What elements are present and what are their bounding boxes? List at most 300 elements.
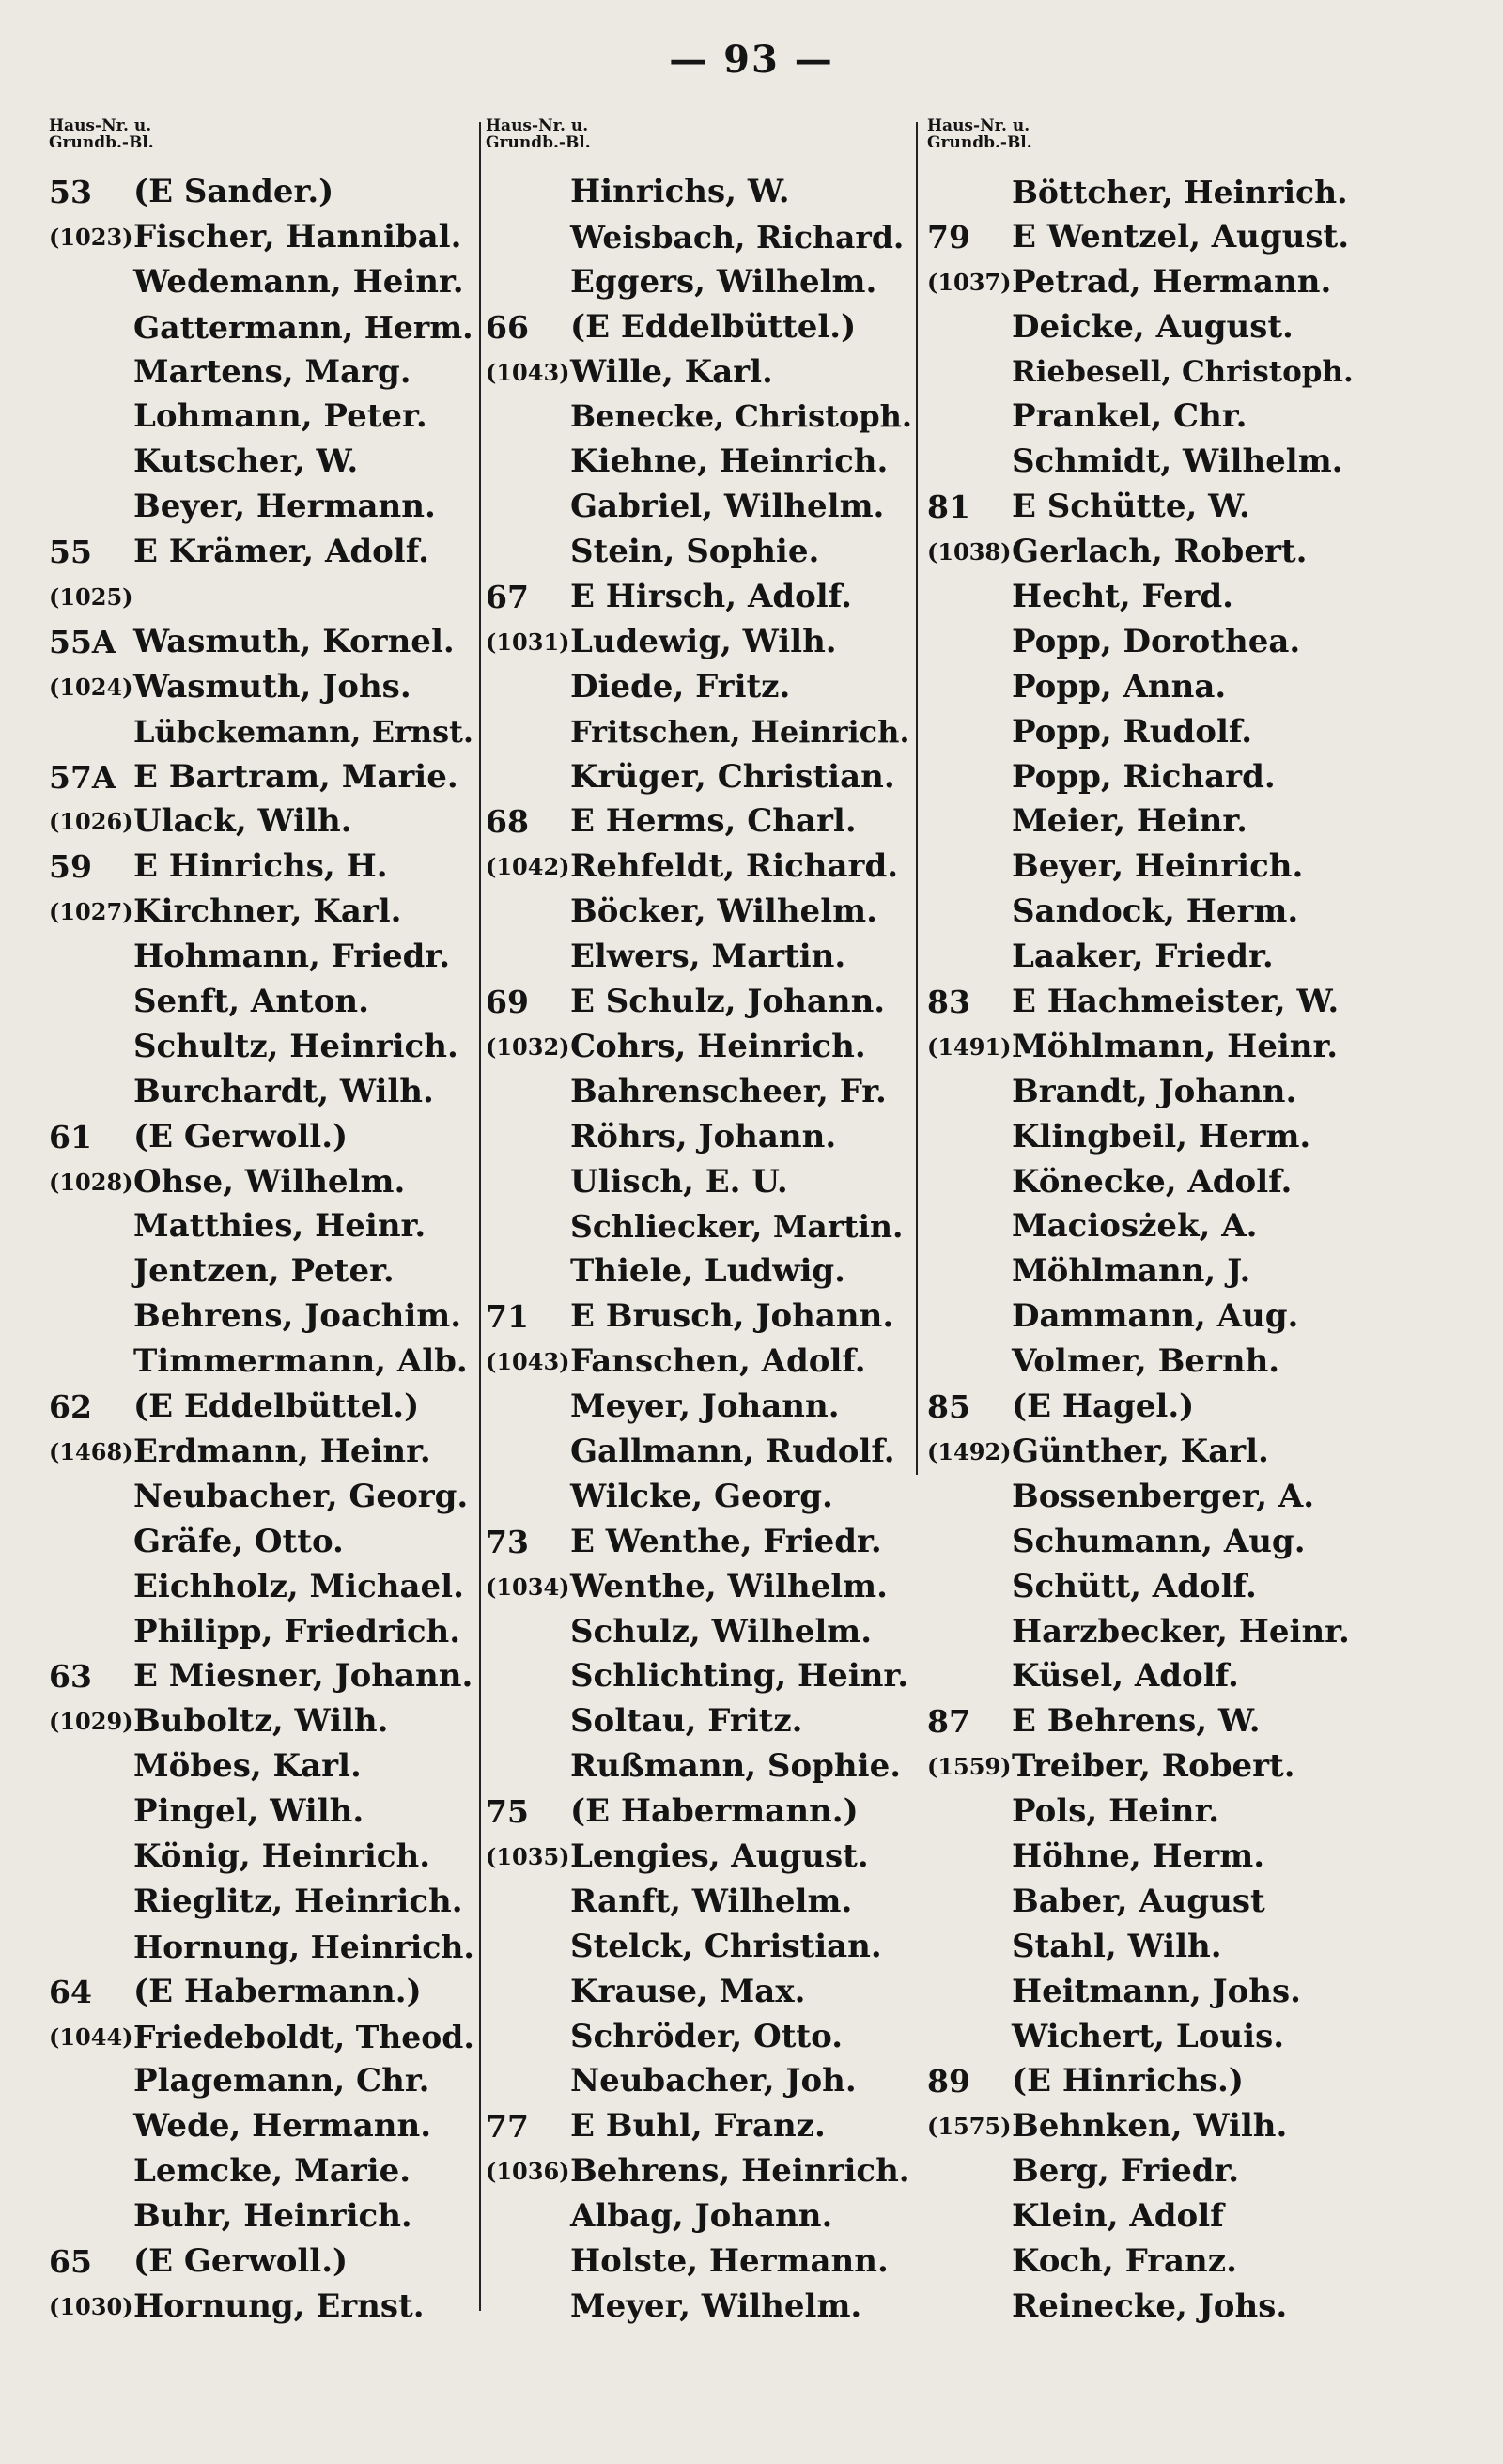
directory-entry <box>484 665 916 710</box>
resident-name: Lübckemann, Ernst. <box>133 713 474 750</box>
resident-name: E Brusch, Johann. <box>570 1297 894 1336</box>
resident-name: Buhr, Heinrich. <box>133 2197 412 2236</box>
directory-entry <box>47 2149 479 2194</box>
directory-entry <box>47 2194 479 2239</box>
resident-name: Sandock, Herm. <box>1012 892 1299 931</box>
resident-name: E Wentzel, August. <box>1012 217 1350 256</box>
directory-entry <box>47 845 479 890</box>
directory-entry <box>925 305 1357 350</box>
directory-entry <box>484 575 916 620</box>
entry-list <box>925 170 1357 2330</box>
resident-name: Küsel, Adolf. <box>1012 1657 1239 1696</box>
house-number: 55A <box>49 623 116 660</box>
entry-list <box>484 170 916 2330</box>
resident-name: Könecke, Adolf. <box>1012 1162 1293 1201</box>
directory-entry <box>47 1204 479 1249</box>
house-number: 83 <box>927 984 970 1021</box>
directory-entry <box>47 1070 479 1115</box>
resident-name: E Hachmeister, W. <box>1012 983 1340 1021</box>
resident-name: Gabriel, Wilhelm. <box>570 488 885 526</box>
resident-name: Stein, Sophie. <box>570 533 820 571</box>
directory-entry <box>47 1925 479 1970</box>
house-number: 81 <box>927 488 970 526</box>
directory-entry <box>925 845 1357 890</box>
resident-name: Fritschen, Heinrich. <box>570 713 910 750</box>
resident-name: Böttcher, Heinrich. <box>1012 174 1348 210</box>
resident-name: Harzbecker, Heinr. <box>1012 1612 1350 1650</box>
resident-name: Schumann, Aug. <box>1012 1522 1306 1560</box>
resident-name: E Krämer, Adolf. <box>133 533 429 571</box>
resident-name: Möbes, Karl. <box>133 1747 362 1786</box>
house-number: 61 <box>49 1118 92 1155</box>
resident-name: Hornung, Heinrich. <box>133 1928 474 1965</box>
house-number: (1032) <box>486 1032 570 1061</box>
house-number: 69 <box>486 984 529 1021</box>
header-line: Grundb.-Bl. <box>49 133 154 152</box>
resident-name: Maciosżek, A. <box>1012 1207 1258 1246</box>
directory-entry <box>47 1340 479 1385</box>
directory-entry <box>925 1115 1357 1160</box>
directory-entry <box>925 260 1357 305</box>
directory-entry <box>47 890 479 935</box>
directory-entry <box>925 215 1357 260</box>
house-number: (1024) <box>49 673 133 701</box>
directory-entry <box>47 1610 479 1655</box>
resident-name: Diede, Fritz. <box>570 667 791 705</box>
column-divider <box>479 122 481 2311</box>
resident-name: Heitmann, Johs. <box>1012 1972 1301 2010</box>
directory-entry <box>925 1385 1357 1430</box>
resident-name: Wasmuth, Johs. <box>133 667 411 705</box>
resident-name: König, Heinrich. <box>133 1836 431 1875</box>
directory-entry <box>925 665 1357 710</box>
resident-name: (E Gerwoll.) <box>133 1117 349 1155</box>
page-number: — 93 — <box>669 38 834 82</box>
directory-entry <box>925 2285 1357 2330</box>
directory-entry <box>484 395 916 440</box>
house-number: 89 <box>927 2063 970 2100</box>
directory-entry <box>925 1294 1357 1340</box>
directory-entry <box>47 170 479 215</box>
directory-entry <box>484 620 916 665</box>
resident-name: (E Gerwoll.) <box>133 2241 349 2280</box>
directory-entry <box>47 440 479 485</box>
directory-entry <box>925 1790 1357 1835</box>
resident-name: Ranft, Wilhelm. <box>570 1882 853 1920</box>
header-line: Grundb.-Bl. <box>486 133 591 152</box>
directory-entry <box>484 980 916 1025</box>
resident-name: Kutscher, W. <box>133 442 359 481</box>
resident-name: E Wenthe, Friedr. <box>570 1522 882 1560</box>
directory-entry <box>925 2149 1357 2194</box>
directory-entry <box>925 1025 1357 1070</box>
resident-name: Popp, Richard. <box>1012 757 1276 796</box>
resident-name: Gräfe, Otto. <box>133 1522 344 1560</box>
resident-name: Wedemann, Heinr. <box>133 262 464 301</box>
directory-entry <box>925 2059 1357 2104</box>
house-number: (1030) <box>49 2292 133 2320</box>
resident-name: Schlichting, Heinr. <box>570 1657 909 1696</box>
directory-entry <box>484 1385 916 1430</box>
directory-entry <box>47 620 479 665</box>
resident-name: Rehfeldt, Richard. <box>570 847 899 886</box>
resident-name: E Buhl, Franz. <box>570 2107 826 2146</box>
resident-name: Fischer, Hannibal. <box>133 217 462 256</box>
directory-entry <box>47 1744 479 1790</box>
resident-name: Treiber, Robert. <box>1012 1747 1295 1786</box>
resident-name: Krause, Max. <box>570 1972 806 2010</box>
directory-entry <box>925 2194 1357 2239</box>
resident-name: Hornung, Ernst. <box>133 2286 425 2325</box>
directory-entry <box>484 1790 916 1835</box>
resident-name: Möhlmann, Heinr. <box>1012 1027 1339 1065</box>
resident-name: Petrad, Hermann. <box>1012 262 1332 301</box>
resident-name: E Bartram, Marie. <box>133 757 458 796</box>
directory-entry <box>484 2194 916 2239</box>
resident-name: Böcker, Wilhelm. <box>570 892 877 931</box>
resident-name: (E Sander.) <box>133 173 334 210</box>
resident-name: Ulisch, E. U. <box>570 1162 788 1201</box>
resident-name: Stahl, Wilh. <box>1012 1927 1222 1965</box>
resident-name: Reinecke, Johs. <box>1012 2286 1288 2325</box>
directory-entry <box>47 755 479 800</box>
directory-entry <box>47 2285 479 2330</box>
resident-name: Klingbeil, Herm. <box>1012 1117 1311 1155</box>
house-number: 57A <box>49 758 116 796</box>
house-number: 64 <box>49 1973 92 2010</box>
directory-entry <box>484 2149 916 2194</box>
directory-entry <box>484 1475 916 1520</box>
directory-entry <box>484 1970 916 2015</box>
resident-name: E Schulz, Johann. <box>570 983 886 1021</box>
resident-name: Holste, Hermann. <box>570 2241 889 2280</box>
house-number: (1036) <box>486 2158 570 2186</box>
directory-entry <box>925 1475 1357 1520</box>
resident-name: Bossenberger, A. <box>1012 1477 1315 1515</box>
resident-name: Gallmann, Rudolf. <box>570 1432 895 1470</box>
resident-name: Behrens, Joachim. <box>133 1297 462 1336</box>
resident-name: Fanschen, Adolf. <box>570 1342 866 1381</box>
directory-entry <box>484 1520 916 1565</box>
directory-entry <box>925 1565 1357 1610</box>
house-number: (1044) <box>49 2022 133 2051</box>
resident-name: Friedeboldt, Theod. <box>133 2018 474 2055</box>
resident-name: (E Hagel.) <box>1012 1387 1195 1426</box>
house-number: 53 <box>49 174 92 210</box>
directory-entry <box>47 1699 479 1744</box>
house-number: (1559) <box>927 1753 1012 1781</box>
resident-name: Thiele, Ludwig. <box>570 1252 845 1291</box>
column-header <box>927 117 1357 170</box>
directory-entry <box>47 2239 479 2285</box>
resident-name: Philipp, Friedrich. <box>133 1612 461 1650</box>
directory-entry <box>925 395 1357 440</box>
directory-entry <box>47 395 479 440</box>
resident-name: E Hinrichs, H. <box>133 847 388 886</box>
directory-entry <box>47 1160 479 1205</box>
resident-name: Eggers, Wilhelm. <box>570 262 877 301</box>
directory-entry <box>484 2015 916 2060</box>
resident-name: Cohrs, Heinrich. <box>570 1027 866 1065</box>
directory-entry <box>484 1835 916 1880</box>
house-number: (1043) <box>486 358 570 386</box>
directory-entry <box>47 1025 479 1070</box>
house-number: (1492) <box>927 1437 1012 1465</box>
resident-name: (E Hinrichs.) <box>1012 2062 1244 2100</box>
directory-entry <box>925 2104 1357 2149</box>
directory-entry <box>47 710 479 755</box>
directory-entry <box>925 710 1357 755</box>
directory-entry <box>47 1790 479 1835</box>
directory-entry <box>47 980 479 1025</box>
house-number: 59 <box>49 848 92 886</box>
directory-entry <box>484 1744 916 1790</box>
directory-entry <box>484 1610 916 1655</box>
resident-name: Volmer, Bernh. <box>1012 1342 1280 1381</box>
resident-name: Popp, Dorothea. <box>1012 622 1301 660</box>
resident-name: Meyer, Wilhelm. <box>570 2286 862 2325</box>
directory-entry <box>47 350 479 395</box>
resident-name: Wede, Hermann. <box>133 2107 432 2146</box>
directory-entry <box>484 1340 916 1385</box>
resident-name: Ohse, Wilhelm. <box>133 1162 406 1201</box>
directory-entry <box>925 935 1357 980</box>
directory-entry <box>925 799 1357 845</box>
directory-entry <box>925 1520 1357 1565</box>
directory-entry <box>47 2015 479 2060</box>
resident-name: Senft, Anton. <box>133 983 369 1021</box>
directory-entry <box>47 1249 479 1294</box>
directory-entry <box>925 1204 1357 1249</box>
resident-name: Möhlmann, J. <box>1012 1252 1251 1291</box>
directory-entry <box>925 485 1357 530</box>
house-number: (1575) <box>927 2113 1012 2141</box>
resident-name: Meyer, Johann. <box>570 1387 840 1426</box>
directory-entry <box>47 1880 479 1925</box>
directory-entry <box>484 1430 916 1475</box>
resident-name: E Schütte, W. <box>1012 488 1250 526</box>
directory-entry <box>925 755 1357 800</box>
resident-name: Stelck, Christian. <box>570 1927 882 1965</box>
house-number: 87 <box>927 1703 970 1741</box>
resident-name: Ulack, Wilh. <box>133 802 352 841</box>
resident-name: Erdmann, Heinr. <box>133 1432 431 1470</box>
resident-name: Schultz, Heinrich. <box>133 1027 458 1065</box>
house-number: (1029) <box>49 1708 133 1736</box>
house-number: (1034) <box>486 1573 570 1601</box>
column-header <box>49 117 479 170</box>
directory-entry <box>47 1835 479 1880</box>
directory-entry <box>484 2059 916 2104</box>
resident-name: Matthies, Heinr. <box>133 1207 426 1246</box>
house-number: (1491) <box>927 1032 1012 1061</box>
directory-entry <box>484 1249 916 1294</box>
resident-name: Röhrs, Johann. <box>570 1117 837 1155</box>
header-line: Haus-Nr. u. <box>486 116 589 135</box>
directory-entry <box>925 1070 1357 1115</box>
resident-name: Dammann, Aug. <box>1012 1297 1299 1336</box>
house-number: (1031) <box>486 628 570 656</box>
resident-name: Martens, Marg. <box>133 352 411 391</box>
resident-name: Koch, Franz. <box>1012 2241 1237 2280</box>
resident-name: Wilcke, Georg. <box>570 1477 833 1515</box>
house-number: 68 <box>486 803 529 841</box>
address-column-2 <box>484 117 916 2330</box>
house-number: (1027) <box>49 898 133 926</box>
resident-name: Neubacher, Joh. <box>570 2062 857 2100</box>
resident-name: Rieglitz, Heinrich. <box>133 1882 463 1920</box>
house-number: 63 <box>49 1658 92 1696</box>
resident-name: Buboltz, Wilh. <box>133 1702 389 1741</box>
directory-entry <box>925 980 1357 1025</box>
house-number: 75 <box>486 1793 529 1831</box>
resident-name: Bahrenscheer, Fr. <box>570 1072 887 1110</box>
resident-name: Beyer, Hermann. <box>133 488 436 526</box>
directory-entry <box>925 1249 1357 1294</box>
directory-entry <box>484 1204 916 1249</box>
resident-name: Neubacher, Georg. <box>133 1477 469 1515</box>
directory-entry <box>484 485 916 530</box>
directory-entry <box>925 2239 1357 2285</box>
resident-name: Berg, Friedr. <box>1012 2152 1240 2191</box>
resident-name: Gerlach, Robert. <box>1012 533 1308 571</box>
house-number: (1035) <box>486 1842 570 1870</box>
directory-entry <box>47 215 479 260</box>
directory-entry <box>925 170 1357 215</box>
resident-name: Gattermann, Herm. <box>133 308 473 346</box>
directory-entry <box>47 260 479 305</box>
directory-entry <box>47 2059 479 2104</box>
directory-entry <box>47 1520 479 1565</box>
resident-name: Brandt, Johann. <box>1012 1072 1297 1110</box>
header-line: Haus-Nr. u. <box>927 116 1030 135</box>
address-column-3 <box>925 117 1357 2330</box>
resident-name: E Hirsch, Adolf. <box>570 578 852 616</box>
directory-entry <box>925 1699 1357 1744</box>
directory-entry <box>484 935 916 980</box>
directory-entry <box>484 1070 916 1115</box>
resident-name: Eichholz, Michael. <box>133 1567 464 1605</box>
house-number: 65 <box>49 2242 92 2280</box>
house-number: 62 <box>49 1388 92 1426</box>
house-number: (1026) <box>49 808 133 836</box>
resident-name: Jentzen, Peter. <box>133 1252 395 1291</box>
resident-name: Wichert, Louis. <box>1012 2017 1285 2055</box>
house-number: (1038) <box>927 538 1012 566</box>
resident-name: (E Eddelbüttel.) <box>133 1387 420 1426</box>
directory-entry <box>47 2104 479 2149</box>
directory-entry <box>484 890 916 935</box>
directory-entry <box>47 1430 479 1475</box>
house-number: 77 <box>486 2108 529 2146</box>
directory-entry <box>47 1385 479 1430</box>
directory-entry <box>925 1925 1357 1970</box>
resident-name: E Behrens, W. <box>1012 1702 1261 1741</box>
resident-name: Hohmann, Friedr. <box>133 938 451 976</box>
column-divider <box>916 122 918 1475</box>
resident-name: Plagemann, Chr. <box>133 2062 430 2100</box>
directory-entry <box>484 755 916 800</box>
resident-name: Burchardt, Wilh. <box>133 1072 434 1110</box>
directory-entry <box>925 1340 1357 1385</box>
resident-name: Schliecker, Martin. <box>570 1208 904 1246</box>
house-number: 71 <box>486 1298 529 1336</box>
directory-entry <box>484 1294 916 1340</box>
resident-name: Prankel, Chr. <box>1012 397 1247 436</box>
directory-entry <box>47 1654 479 1699</box>
directory-entry <box>925 440 1357 485</box>
resident-name: Hinrichs, W. <box>570 173 790 210</box>
directory-entry <box>925 1835 1357 1880</box>
directory-entry <box>925 620 1357 665</box>
resident-name: Behrens, Heinrich. <box>570 2152 910 2191</box>
address-column-1 <box>47 117 479 2330</box>
resident-name: Höhne, Herm. <box>1012 1836 1265 1875</box>
directory-entry <box>484 1925 916 1970</box>
directory-entry <box>484 1654 916 1699</box>
house-number: 73 <box>486 1523 529 1560</box>
directory-entry <box>484 1115 916 1160</box>
directory-entry <box>925 1610 1357 1655</box>
header-line: Haus-Nr. u. <box>49 116 152 135</box>
directory-entry <box>484 530 916 575</box>
house-number: 79 <box>927 218 970 256</box>
directory-entry <box>925 2015 1357 2060</box>
resident-name: Lengies, August. <box>570 1836 869 1875</box>
directory-entry <box>484 799 916 845</box>
resident-name: Schulz, Wilhelm. <box>570 1612 873 1650</box>
resident-name: Schütt, Adolf. <box>1012 1567 1257 1605</box>
house-number: (1043) <box>486 1348 570 1376</box>
directory-entry <box>484 215 916 260</box>
resident-name: Wille, Karl. <box>570 352 773 391</box>
directory-entry <box>925 350 1357 395</box>
directory-entry <box>925 1970 1357 2015</box>
directory-entry <box>484 440 916 485</box>
resident-name: Pols, Heinr. <box>1012 1792 1220 1831</box>
resident-name: Schröder, Otto. <box>570 2017 844 2055</box>
resident-name: Günther, Karl. <box>1012 1432 1269 1470</box>
directory-entry <box>484 710 916 755</box>
house-number: (1037) <box>927 268 1012 296</box>
resident-name: (E Habermann.) <box>133 1972 422 2010</box>
directory-entry <box>484 1565 916 1610</box>
directory-entry <box>47 305 479 350</box>
house-number: 67 <box>486 579 529 616</box>
directory-entry <box>484 2104 916 2149</box>
resident-name: Rußmann, Sophie. <box>570 1747 902 1786</box>
directory-entry <box>484 845 916 890</box>
resident-name: Deicke, August. <box>1012 307 1294 346</box>
resident-name: Laaker, Friedr. <box>1012 938 1274 976</box>
resident-name: Schmidt, Wilhelm. <box>1012 442 1343 481</box>
directory-entry <box>47 1565 479 1610</box>
directory-entry <box>925 575 1357 620</box>
directory-entry <box>47 1115 479 1160</box>
house-number: (1028) <box>49 1168 133 1196</box>
resident-name: E Miesner, Johann. <box>133 1657 473 1696</box>
resident-name: Lemcke, Marie. <box>133 2152 411 2191</box>
house-number: (1023) <box>49 223 133 251</box>
directory-entry <box>47 575 479 620</box>
resident-name: Timmermann, Alb. <box>133 1342 468 1381</box>
house-number: (1025) <box>49 583 133 612</box>
resident-name: Benecke, Christoph. <box>570 398 912 435</box>
resident-name: Albag, Johann. <box>570 2197 833 2236</box>
resident-name: Wasmuth, Kornel. <box>133 622 455 660</box>
house-number: (1468) <box>49 1437 133 1465</box>
directory-entry <box>925 530 1357 575</box>
